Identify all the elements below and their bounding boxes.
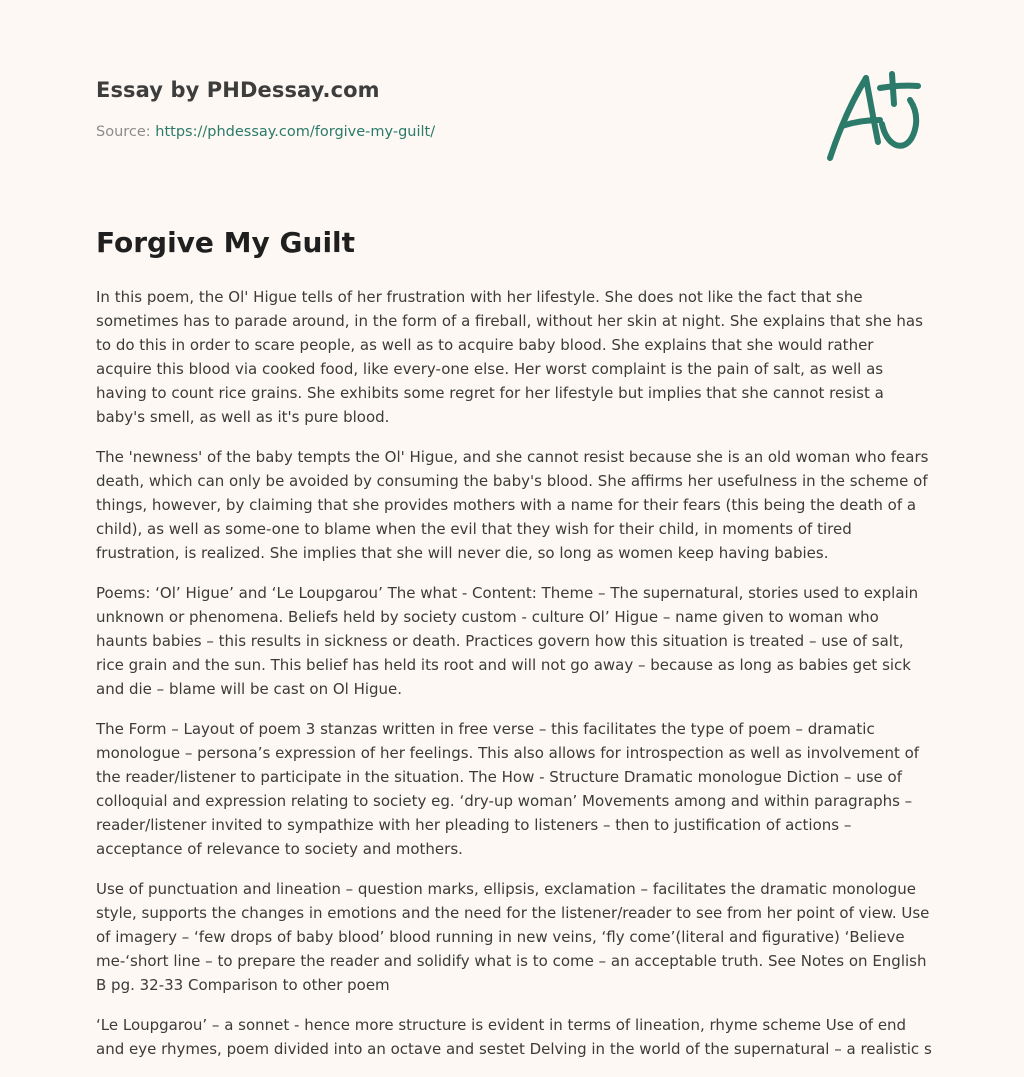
essay-paragraph: The 'newness' of the baby tempts the Ol' Higue, and she cannot resist because she is an old woman who fears death, which can only be avoided by consuming the baby's blood. She affirms her usefulness in the scheme of things, however, by claiming that she provides mothers with a name for their fears (this being the death of a child), as well as some-one to blame when the evil that they wish for their child, in moments of tired frustration, is realized. She implies that she will never die, so long as women keep having babies. [96,448,929,562]
brand-heading: Essay by PHDessay.com [96,78,380,102]
essay-paragraph: ‘Le Loupgarou’ – a sonnet - hence more structure is evident in terms of lineation, rhyme scheme Use of end and eye rhymes, poem divided into an octave and sestet Delving in the world of the supernatural – a realistic s [96,1016,932,1058]
essay-paragraph: In this poem, the Ol' Higue tells of her frustration with her lifestyle. She does not like the fact that she sometimes has to parade around, in the form of a fireball, without her skin at night. She explains that she has to do this in order to scare people, as well as to acquire baby blood. She explains that she would rather acquire this blood via cooked food, like every-one else. Her worst complaint is the pain of salt, as well as having to count rice grains. She exhibits some regret for her lifestyle but implies that she cannot resist a baby's smell, as well as it's pure blood. [96,288,923,426]
a-plus-logo-icon [822,66,926,166]
essay-title: Forgive My Guilt [96,226,356,259]
source-label: Source: [96,124,151,140]
source-line [96,124,435,140]
essay-paragraph: Use of punctuation and lineation – question marks, ellipsis, exclamation – facilitates the dramatic monologue style, supports the changes in emotions and the need for the listener/reader to see from her point of view. Use of imagery – ‘few drops of baby blood’ blood running in new veins, ‘fly come’(literal and figurative) ‘Believe me-‘short line – to prepare the reader and solidify what is to come – an acceptable truth. See Notes on English B pg. 32-33 Comparison to other poem [96,880,930,994]
essay-body [96,285,932,1077]
essay-paragraph: The Form – Layout of poem 3 stanzas written in free verse – this facilitates the type of poem – dramatic monologue – persona’s expression of her feelings. This also allows for introspection as well as involvement of the reader/listener to participate in the situation. The How - Structure Dramatic monologue Diction – use of colloquial and expression relating to society eg. ‘dry-up woman’ Movements among and within paragraphs – reader/listener invited to sympathize with her pleading to listeners – then to justification of actions – acceptance of relevance to society and mothers. [96,720,920,858]
source-link[interactable]: https://phdessay.com/forgive-my-guilt/ [155,124,436,140]
essay-paragraph: Poems: ‘Ol’ Higue’ and ‘Le Loupgarou’ The what - Content: Theme – The supernatural, stories used to explain unknown or phenomena. Beliefs held by society custom - culture Ol’ Higue – name given to woman who haunts babies – this results in sickness or death. Practices govern how this situation is treated – use of salt, rice grain and the sun. This belief has held its root and will not go away – because as long as babies get sick and die – blame will be cast on Ol Higue. [96,584,919,698]
